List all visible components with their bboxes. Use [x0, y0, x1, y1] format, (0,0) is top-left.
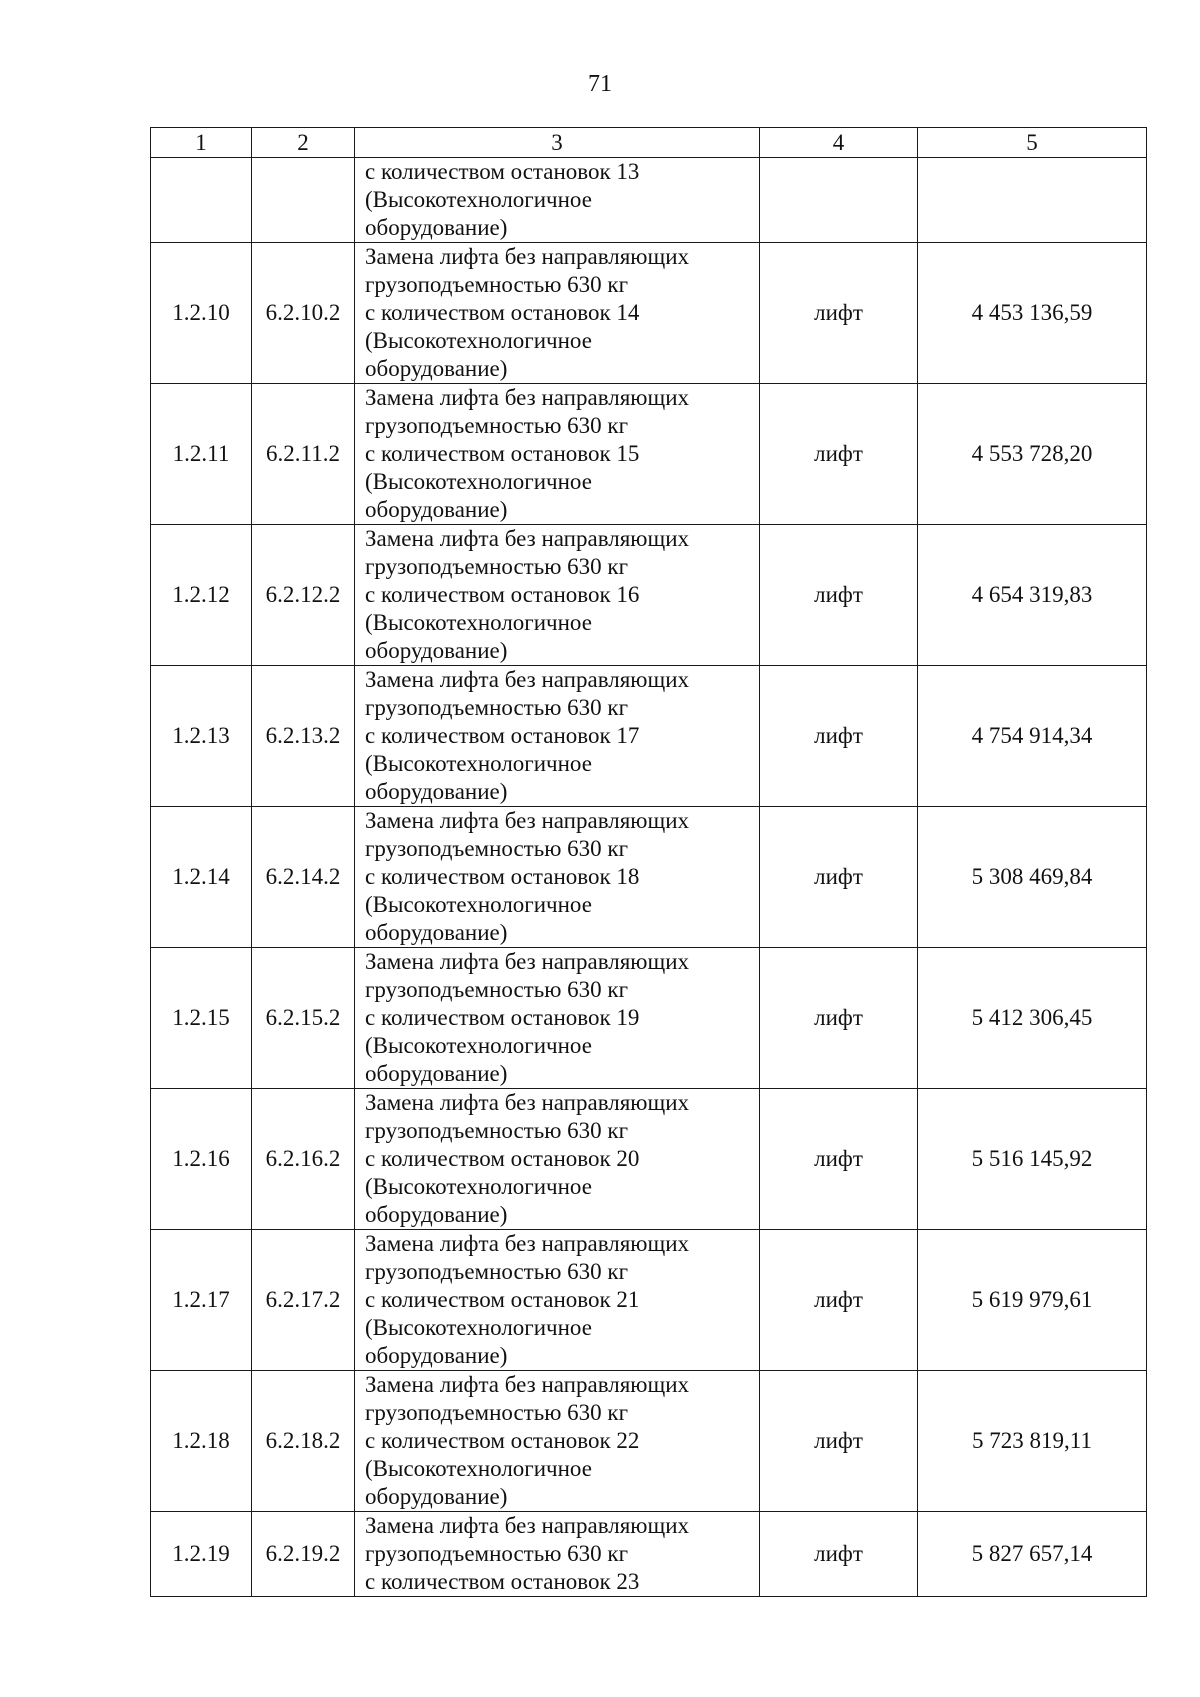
item-unit: лифт [760, 525, 918, 666]
item-price: 4 553 728,20 [918, 384, 1147, 525]
description-line: оборудование) [365, 1202, 508, 1227]
description-line: оборудование) [365, 920, 508, 945]
description-line: Замена лифта без направляющих [365, 244, 690, 269]
item-unit: лифт [760, 1512, 918, 1597]
description-line: Замена лифта без направляющих [365, 808, 690, 833]
item-code: 6.2.14.2 [252, 807, 355, 948]
description-line: (Высокотехнологичное [365, 1033, 592, 1058]
item-unit: лифт [760, 948, 918, 1089]
description-line: грузоподъемностью 630 кг [365, 695, 629, 720]
description-line: грузоподъемностью 630 кг [365, 1118, 629, 1143]
item-code: 6.2.16.2 [252, 1089, 355, 1230]
description-line: с количеством остановок 17 [365, 723, 640, 748]
price-table [150, 127, 1147, 1597]
description-line: грузоподъемностью 630 кг [365, 977, 629, 1002]
description-line: Замена лифта без направляющих [365, 385, 690, 410]
item-code: 6.2.13.2 [252, 666, 355, 807]
description-line: (Высокотехнологичное [365, 328, 592, 353]
item-number: 1.2.11 [151, 384, 252, 525]
description-line: с количеством остановок 15 [365, 441, 640, 466]
item-number: 1.2.17 [151, 1230, 252, 1371]
description-line: Замена лифта без направляющих [365, 526, 690, 551]
item-number: 1.2.15 [151, 948, 252, 1089]
column-number: 4 [760, 128, 918, 158]
description-line: с количеством остановок 21 [365, 1287, 640, 1312]
item-price: 5 827 657,14 [918, 1512, 1147, 1597]
description-line: с количеством остановок 19 [365, 1005, 640, 1030]
description-line: грузоподъемностью 630 кг [365, 1259, 629, 1284]
description-line: Замена лифта без направляющих [365, 1372, 690, 1397]
description-line: грузоподъемностью 630 кг [365, 1400, 629, 1425]
item-description [355, 1230, 760, 1371]
description-line: оборудование) [365, 1343, 508, 1368]
description-line: с количеством остановок 18 [365, 864, 640, 889]
item-description [355, 948, 760, 1089]
description-line: с количеством остановок 13 [365, 159, 640, 184]
table-row [151, 1371, 1147, 1512]
item-unit-cell [760, 158, 918, 243]
description-line: с количеством остановок 20 [365, 1146, 640, 1171]
item-unit: лифт [760, 666, 918, 807]
item-price: 5 619 979,61 [918, 1230, 1147, 1371]
description-line: грузоподъемностью 630 кг [365, 413, 629, 438]
item-price: 5 516 145,92 [918, 1089, 1147, 1230]
description-line: грузоподъемностью 630 кг [365, 1541, 629, 1566]
table-row [151, 243, 1147, 384]
item-number: 1.2.10 [151, 243, 252, 384]
description-line: Замена лифта без направляющих [365, 1231, 690, 1256]
item-code: 6.2.17.2 [252, 1230, 355, 1371]
column-number: 1 [151, 128, 252, 158]
column-number: 3 [355, 128, 760, 158]
item-code-cell [252, 158, 355, 243]
item-description [355, 243, 760, 384]
continuation-row [151, 158, 1147, 243]
table-row [151, 948, 1147, 1089]
item-unit: лифт [760, 1230, 918, 1371]
item-description [355, 1371, 760, 1512]
table-row [151, 525, 1147, 666]
item-description [355, 807, 760, 948]
description-line: с количеством остановок 14 [365, 300, 640, 325]
item-price-cell [918, 158, 1147, 243]
description-line: оборудование) [365, 356, 508, 381]
description-line: (Высокотехнологичное [365, 1456, 592, 1481]
table-row [151, 1512, 1147, 1597]
item-number: 1.2.16 [151, 1089, 252, 1230]
column-number-row [151, 128, 1147, 158]
description-line: с количеством остановок 23 [365, 1569, 640, 1594]
item-description [355, 666, 760, 807]
description-line: оборудование) [365, 779, 508, 804]
description-line: Замена лифта без направляющих [365, 667, 690, 692]
item-price: 4 453 136,59 [918, 243, 1147, 384]
item-code: 6.2.19.2 [252, 1512, 355, 1597]
item-description-cell [355, 158, 760, 243]
item-number: 1.2.13 [151, 666, 252, 807]
item-code: 6.2.10.2 [252, 243, 355, 384]
item-price: 5 308 469,84 [918, 807, 1147, 948]
item-code: 6.2.18.2 [252, 1371, 355, 1512]
description-line: (Высокотехнологичное [365, 610, 592, 635]
description-line: (Высокотехнологичное [365, 751, 592, 776]
item-unit: лифт [760, 384, 918, 525]
description-line: (Высокотехнологичное [365, 1315, 592, 1340]
item-number: 1.2.18 [151, 1371, 252, 1512]
description-line: Замена лифта без направляющих [365, 1513, 690, 1538]
table-row [151, 1089, 1147, 1230]
description-line: оборудование) [365, 1061, 508, 1086]
item-description [355, 525, 760, 666]
column-number: 5 [918, 128, 1147, 158]
description-line: Замена лифта без направляющих [365, 1090, 690, 1115]
column-number: 2 [252, 128, 355, 158]
item-price: 4 654 319,83 [918, 525, 1147, 666]
item-code: 6.2.15.2 [252, 948, 355, 1089]
description-line: грузоподъемностью 630 кг [365, 272, 629, 297]
item-number: 1.2.12 [151, 525, 252, 666]
item-price: 5 412 306,45 [918, 948, 1147, 1089]
item-description [355, 1512, 760, 1597]
item-unit: лифт [760, 1371, 918, 1512]
description-line: грузоподъемностью 630 кг [365, 836, 629, 861]
description-line: (Высокотехнологичное [365, 892, 592, 917]
item-number-cell [151, 158, 252, 243]
table-row [151, 1230, 1147, 1371]
item-number: 1.2.19 [151, 1512, 252, 1597]
description-line: оборудование) [365, 638, 508, 663]
item-description [355, 1089, 760, 1230]
item-unit: лифт [760, 807, 918, 948]
table-row [151, 384, 1147, 525]
item-code: 6.2.11.2 [252, 384, 355, 525]
item-price: 5 723 819,11 [918, 1371, 1147, 1512]
item-price: 4 754 914,34 [918, 666, 1147, 807]
description-line: грузоподъемностью 630 кг [365, 554, 629, 579]
description-line: оборудование) [365, 1484, 508, 1509]
item-code: 6.2.12.2 [252, 525, 355, 666]
description-line: (Высокотехнологичное [365, 187, 592, 212]
item-description [355, 384, 760, 525]
description-line: (Высокотехнологичное [365, 1174, 592, 1199]
description-line: оборудование) [365, 497, 508, 522]
table-row [151, 666, 1147, 807]
description-line: с количеством остановок 16 [365, 582, 640, 607]
item-unit: лифт [760, 243, 918, 384]
description-line: (Высокотехнологичное [365, 469, 592, 494]
description-line: оборудование) [365, 215, 508, 240]
description-line: Замена лифта без направляющих [365, 949, 690, 974]
table-row [151, 807, 1147, 948]
item-number: 1.2.14 [151, 807, 252, 948]
item-unit: лифт [760, 1089, 918, 1230]
description-line: с количеством остановок 22 [365, 1428, 640, 1453]
page-number: 71 [588, 71, 612, 97]
